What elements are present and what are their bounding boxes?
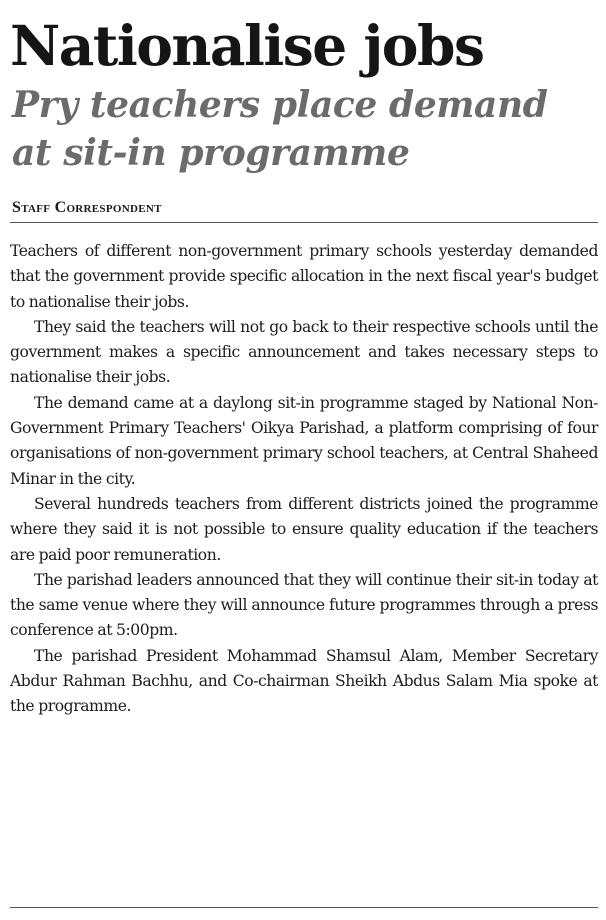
article-body [10,239,598,720]
bottom-divider [10,907,598,908]
paragraph-6: The parishad President Mohammad Shamsul Alam, Member Secretary Abdur Rahman Bachhu, and Co-chairman Sheikh Abdus Salam Mia spoke at the programme. [10,646,598,716]
paragraph-3: The demand came at a daylong sit-in programme staged by National Non-Government Primary Teachers' Oikya Parishad, a platform comprising of four organisations of non-government primary school teachers, at Central Shaheed Minar in the city. [10,393,598,488]
byline-divider [10,222,598,223]
paragraph-5: The parishad leaders announced that they will continue their sit-in today at the same venue where they will announce future programmes through a press conference at 5:00pm. [10,570,598,640]
byline: Staff Correspondent [12,199,162,216]
subheadline: Pry teachers place demand at sit-in programme [12,84,548,174]
paragraph-1: Teachers of different non-government primary schools yesterday demanded that the government provide specific allocation in the next fiscal year's budget to nationalise their jobs. [10,242,598,311]
paragraph-4: Several hundreds teachers from different districts joined the programme where they said it is not possible to ensure quality education if the teachers are paid poor remuneration. [10,494,598,564]
headline: Nationalise jobs [10,13,484,78]
paragraph-2: They said the teachers will not go back to their respective schools until the government makes a specific announcement and takes necessary steps to nationalise their jobs. [10,317,598,387]
